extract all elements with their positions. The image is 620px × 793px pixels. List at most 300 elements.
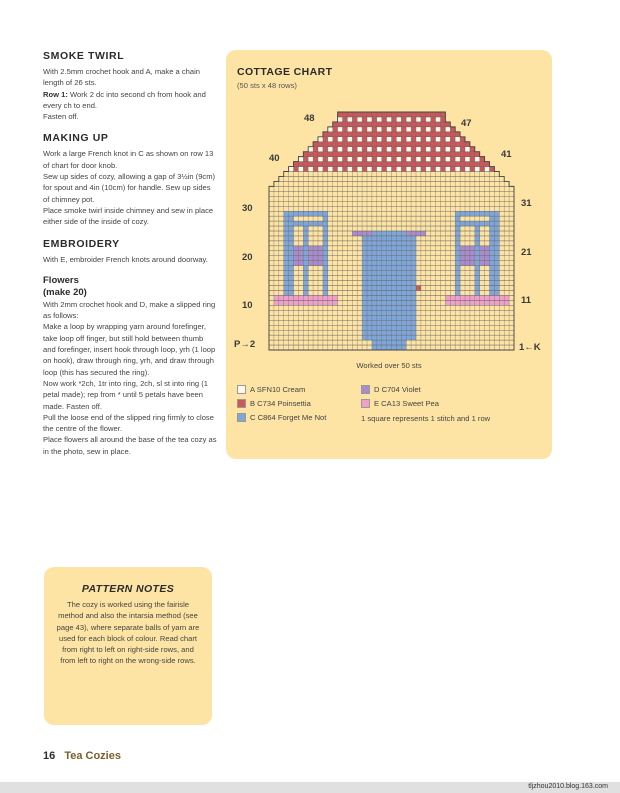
chart-stitch <box>347 127 352 132</box>
chart-stitch <box>494 291 499 296</box>
chart-stitch <box>485 221 490 226</box>
chart-stitch <box>338 117 343 122</box>
chart-stitch <box>411 122 416 127</box>
chart-stitch <box>401 295 406 300</box>
chart-stitch <box>318 211 323 216</box>
chart-stitch <box>494 286 499 291</box>
chart-stitch <box>401 142 406 147</box>
chart-stitch <box>455 152 460 157</box>
chart-stitch <box>377 315 382 320</box>
chart-stitch <box>411 256 416 261</box>
chart-stitch <box>475 221 480 226</box>
chart-stitch <box>328 132 333 137</box>
chart-stitch <box>396 276 401 281</box>
page-number: 16 <box>43 750 56 762</box>
chart-stitch <box>294 211 299 216</box>
chart-stitch <box>323 152 328 157</box>
chart-stitch <box>406 335 411 340</box>
chart-stitch <box>372 157 377 162</box>
key-item-a <box>237 385 305 394</box>
chart-stitch <box>490 300 495 305</box>
chart-stitch <box>406 157 411 162</box>
chart-stitch <box>387 142 392 147</box>
chart-stitch <box>289 221 294 226</box>
chart-stitch <box>308 261 313 266</box>
chart-stitch <box>490 246 495 251</box>
chart-stitch <box>426 167 431 172</box>
chart-stitch <box>401 340 406 345</box>
chart-stitch <box>387 112 392 117</box>
chart-stitch <box>377 345 382 350</box>
chart-stitch <box>308 162 313 167</box>
chart-stitch <box>313 295 318 300</box>
chart-stitch <box>274 300 279 305</box>
chart-stitch <box>382 261 387 266</box>
chart-stitch <box>318 246 323 251</box>
chart-stitch <box>362 152 367 157</box>
chart-stitch <box>441 152 446 157</box>
chart-stitch <box>480 157 485 162</box>
chart-stitch <box>460 246 465 251</box>
chart-stitch <box>333 167 338 172</box>
chart-stitch <box>357 132 362 137</box>
chart-stitch <box>416 162 421 167</box>
chart-stitch <box>431 122 436 127</box>
key-item-b <box>237 399 311 408</box>
chart-stitch <box>289 256 294 261</box>
chart-stitch <box>411 335 416 340</box>
chart-stitch <box>475 167 480 172</box>
chart-stitch <box>396 256 401 261</box>
chart-stitch <box>436 147 441 152</box>
chart-stitch <box>343 137 348 142</box>
chart-stitch <box>494 295 499 300</box>
chart-stitch <box>333 157 338 162</box>
chart-stitch <box>284 211 289 216</box>
chart-stitch <box>284 246 289 251</box>
chart-stitch <box>377 251 382 256</box>
chart-stitch <box>411 281 416 286</box>
chart-stitch <box>455 142 460 147</box>
chart-stitch <box>387 152 392 157</box>
chart-stitch <box>396 330 401 335</box>
chart-stitch <box>284 236 289 241</box>
chart-stitch <box>401 261 406 266</box>
chart-stitch <box>494 226 499 231</box>
chart-stitch <box>411 167 416 172</box>
chart-stitch <box>382 335 387 340</box>
chart-stitch <box>450 142 455 147</box>
chart-stitch <box>406 152 411 157</box>
chart-stitch <box>367 276 372 281</box>
chart-stitch <box>406 330 411 335</box>
chart-stitch <box>475 152 480 157</box>
chart-stitch <box>485 261 490 266</box>
chart-stitch <box>396 261 401 266</box>
chart-stitch <box>499 295 504 300</box>
chart-stitch <box>416 157 421 162</box>
chart-stitch <box>318 300 323 305</box>
chart-stitch <box>289 276 294 281</box>
chart-stitch <box>313 300 318 305</box>
chart-stitch <box>436 127 441 132</box>
chart-stitch <box>362 127 367 132</box>
chart-stitch <box>372 266 377 271</box>
chart-stitch <box>387 241 392 246</box>
chart-stitch <box>294 251 299 256</box>
chart-stitch <box>494 216 499 221</box>
chart-stitch <box>441 132 446 137</box>
chart-stitch <box>416 167 421 172</box>
making-up-section <box>43 132 218 227</box>
chart-stitch <box>357 147 362 152</box>
chart-stitch <box>323 137 328 142</box>
row-label-21: 21 <box>521 247 532 258</box>
chart-stitch <box>480 261 485 266</box>
chart-stitch <box>382 266 387 271</box>
chart-stitch <box>343 152 348 157</box>
chart-stitch <box>392 271 397 276</box>
chart-stitch <box>377 167 382 172</box>
chart-stitch <box>401 251 406 256</box>
chart-stitch <box>494 271 499 276</box>
chart-stitch <box>338 142 343 147</box>
chart-stitch <box>411 162 416 167</box>
chart-stitch <box>436 157 441 162</box>
chart-stitch <box>308 246 313 251</box>
chart-stitch <box>460 137 465 142</box>
chart-stitch <box>475 246 480 251</box>
chart-stitch <box>303 211 308 216</box>
chart-stitch <box>475 226 480 231</box>
chart-stitch <box>372 300 377 305</box>
chart-stitch <box>455 295 460 300</box>
chart-stitch <box>372 256 377 261</box>
chart-stitch <box>475 236 480 241</box>
chart-stitch <box>406 147 411 152</box>
chart-stitch <box>396 112 401 117</box>
chart-stitch <box>377 261 382 266</box>
chart-stitch <box>318 137 323 142</box>
chart-stitch <box>406 167 411 172</box>
chart-stitch <box>411 315 416 320</box>
chart-stitch <box>382 281 387 286</box>
chart-stitch <box>401 137 406 142</box>
chart-stitch <box>455 276 460 281</box>
chart-stitch <box>347 167 352 172</box>
chart-stitch <box>426 137 431 142</box>
chart-stitch <box>328 152 333 157</box>
row-label-20: 20 <box>242 252 253 263</box>
chart-stitch <box>392 315 397 320</box>
chart-stitch <box>387 315 392 320</box>
chart-stitch <box>387 167 392 172</box>
chart-stitch <box>284 256 289 261</box>
chart-stitch <box>426 142 431 147</box>
chart-stitch <box>362 330 367 335</box>
chart-stitch <box>480 162 485 167</box>
chart-stitch <box>387 335 392 340</box>
chart-stitch <box>455 236 460 241</box>
chart-stitch <box>372 112 377 117</box>
chart-stitch <box>357 137 362 142</box>
chart-stitch <box>367 271 372 276</box>
chart-stitch <box>328 147 333 152</box>
chart-stitch <box>333 122 338 127</box>
chart-stitch <box>362 167 367 172</box>
chart-stitch <box>490 226 495 231</box>
chart-stitch <box>328 157 333 162</box>
chart-stitch <box>396 286 401 291</box>
chart-stitch <box>284 251 289 256</box>
chart-stitch <box>382 152 387 157</box>
chart-stitch <box>406 266 411 271</box>
chart-stitch <box>347 162 352 167</box>
chart-stitch <box>357 231 362 236</box>
chart-stitch <box>289 216 294 221</box>
chart-stitch <box>441 117 446 122</box>
chart-stitch <box>377 127 382 132</box>
chart-stitch <box>382 142 387 147</box>
chart-stitch <box>323 236 328 241</box>
chart-stitch <box>406 310 411 315</box>
chart-stitch <box>392 236 397 241</box>
chart-stitch <box>284 300 289 305</box>
chart-stitch <box>328 162 333 167</box>
chart-stitch <box>318 167 323 172</box>
chart-stitch <box>352 137 357 142</box>
chart-stitch <box>284 226 289 231</box>
chart-stitch <box>460 157 465 162</box>
chart-stitch <box>284 271 289 276</box>
chart-stitch <box>460 152 465 157</box>
chart-stitch <box>490 295 495 300</box>
chart-stitch <box>387 137 392 142</box>
chart-stitch <box>362 291 367 296</box>
chart-stitch <box>279 300 284 305</box>
chart-stitch <box>460 300 465 305</box>
chart-stitch <box>367 236 372 241</box>
chart-stitch <box>303 295 308 300</box>
chart-stitch <box>396 167 401 172</box>
chart-stitch <box>421 157 426 162</box>
chart-stitch <box>323 132 328 137</box>
chart-stitch <box>362 117 367 122</box>
chart-stitch <box>387 276 392 281</box>
chart-stitch <box>480 300 485 305</box>
chart-stitch <box>455 266 460 271</box>
chart-stitch <box>441 137 446 142</box>
chart-stitch <box>294 221 299 226</box>
chart-stitch <box>396 122 401 127</box>
chart-stitch <box>303 236 308 241</box>
embroidery-text: With E, embroider French knots around doorway. <box>43 254 208 264</box>
chart-stitch <box>303 226 308 231</box>
chart-stitch <box>382 231 387 236</box>
chart-stitch <box>343 112 348 117</box>
chart-stitch <box>308 152 313 157</box>
chart-stitch <box>377 157 382 162</box>
chart-stitch <box>382 132 387 137</box>
chart-stitch <box>445 122 450 127</box>
chart-stitch <box>294 162 299 167</box>
chart-stitch <box>475 281 480 286</box>
chart-stitch <box>382 117 387 122</box>
row-label-40: 40 <box>269 153 280 164</box>
chart-stitch <box>401 286 406 291</box>
chart-stitch <box>445 142 450 147</box>
chart-stitch <box>416 127 421 132</box>
chart-stitch <box>352 132 357 137</box>
chart-stitch <box>377 246 382 251</box>
chart-stitch <box>465 142 470 147</box>
chart-stitch <box>367 281 372 286</box>
chart-stitch <box>313 142 318 147</box>
chart-stitch <box>367 152 372 157</box>
chart-stitch <box>411 320 416 325</box>
chart-stitch <box>401 112 406 117</box>
chart-stitch <box>494 241 499 246</box>
chart-stitch <box>416 231 421 236</box>
chart-stitch <box>313 261 318 266</box>
flowers-make: (make 20) <box>43 286 87 298</box>
chart-stitch <box>494 281 499 286</box>
chart-stitch <box>421 231 426 236</box>
chart-stitch <box>450 300 455 305</box>
chart-stitch <box>377 310 382 315</box>
chart-stitch <box>377 335 382 340</box>
chart-stitch <box>387 147 392 152</box>
chart-stitch <box>318 152 323 157</box>
chart-stitch <box>387 117 392 122</box>
chart-stitch <box>367 320 372 325</box>
chart-stitch <box>367 305 372 310</box>
chart-stitch <box>392 310 397 315</box>
chart-stitch <box>323 211 328 216</box>
chart-stitch <box>382 122 387 127</box>
chart-stitch <box>396 127 401 132</box>
chart-stitch <box>426 112 431 117</box>
chart-stitch <box>382 340 387 345</box>
chart-stitch <box>401 276 406 281</box>
chart-stitch <box>411 132 416 137</box>
chart-stitch <box>367 157 372 162</box>
chart-stitch <box>367 335 372 340</box>
chart-stitch <box>475 162 480 167</box>
chart-stitch <box>289 236 294 241</box>
chart-stitch <box>475 295 480 300</box>
chart-stitch <box>362 246 367 251</box>
chart-stitch <box>455 162 460 167</box>
chart-stitch <box>362 236 367 241</box>
chart-stitch <box>426 162 431 167</box>
chart-stitch <box>421 112 426 117</box>
chart-stitch <box>426 157 431 162</box>
chart-stitch <box>343 127 348 132</box>
chart-stitch <box>416 147 421 152</box>
chart-stitch <box>279 295 284 300</box>
chart-stitch <box>445 137 450 142</box>
chart-stitch <box>323 271 328 276</box>
chart-stitch <box>465 300 470 305</box>
chart-stitch <box>362 231 367 236</box>
chart-stitch <box>362 261 367 266</box>
chart-stitch <box>401 256 406 261</box>
chart-stitch <box>411 291 416 296</box>
chart-stitch <box>470 162 475 167</box>
chart-stitch <box>387 330 392 335</box>
chart-stitch <box>323 286 328 291</box>
chart-stitch <box>289 246 294 251</box>
chart-stitch <box>377 231 382 236</box>
chart-stitch <box>362 266 367 271</box>
chart-stitch <box>367 122 372 127</box>
chart-stitch <box>406 137 411 142</box>
chart-stitch <box>382 112 387 117</box>
chart-stitch <box>396 295 401 300</box>
chart-stitch <box>431 132 436 137</box>
chart-stitch <box>387 236 392 241</box>
square-note: 1 square represents 1 stitch and 1 row <box>361 414 491 423</box>
chart-stitch <box>421 117 426 122</box>
chart-stitch <box>382 251 387 256</box>
chart-stitch <box>416 286 421 291</box>
chart-stitch <box>455 221 460 226</box>
chart-stitch <box>362 137 367 142</box>
chart-stitch <box>465 147 470 152</box>
chart-stitch <box>431 112 436 117</box>
chart-stitch <box>352 112 357 117</box>
chart-stitch <box>421 162 426 167</box>
chart-stitch <box>318 162 323 167</box>
chart-stitch <box>382 291 387 296</box>
chart-stitch <box>441 127 446 132</box>
page-footer <box>43 750 121 762</box>
chart-stitch <box>318 251 323 256</box>
chart-stitch <box>455 261 460 266</box>
chart-stitch <box>387 291 392 296</box>
chart-stitch <box>465 246 470 251</box>
smoke-twirl-fasten: Fasten off. <box>43 112 79 122</box>
chart-stitch <box>411 246 416 251</box>
embroidery-section <box>43 238 218 265</box>
chart-stitch <box>401 127 406 132</box>
chart-stitch <box>387 266 392 271</box>
chart-stitch <box>396 325 401 330</box>
chart-stitch <box>294 261 299 266</box>
chart-stitch <box>372 251 377 256</box>
chart-stitch <box>455 226 460 231</box>
flowers-line: Now work *2ch, 1tr into ring, 2ch, sl st into ring (1 petal made); rep from * until 5 petals have been made. Fasten off. <box>43 378 209 411</box>
chart-stitch <box>347 122 352 127</box>
chart-stitch <box>441 162 446 167</box>
chart-stitch <box>313 147 318 152</box>
chart-stitch <box>377 241 382 246</box>
chart-stitch <box>411 305 416 310</box>
chart-stitch <box>298 211 303 216</box>
chart-stitch <box>318 295 323 300</box>
chart-stitch <box>372 286 377 291</box>
chart-stitch <box>323 295 328 300</box>
chart-stitch <box>401 246 406 251</box>
chart-stitch <box>480 246 485 251</box>
chart-stitch <box>338 162 343 167</box>
chart-stitch <box>367 291 372 296</box>
chart-stitch <box>372 142 377 147</box>
chart-stitch <box>372 335 377 340</box>
chart-stitch <box>303 162 308 167</box>
chart-stitch <box>347 132 352 137</box>
